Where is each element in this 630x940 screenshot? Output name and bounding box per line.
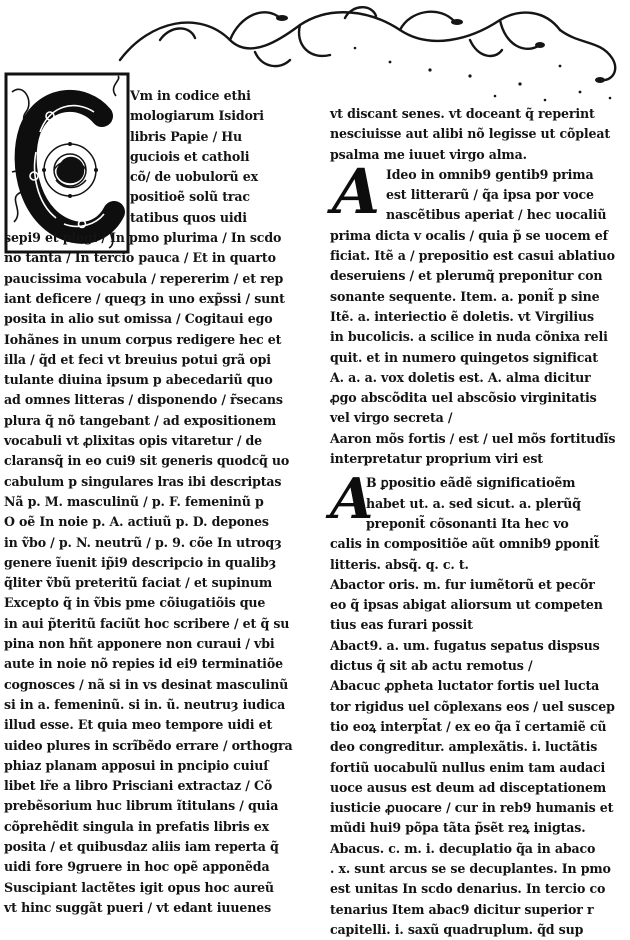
text-line: mũdi hui9 põpa tãta p̃sẽt reꝝ inigtas. — [330, 820, 586, 836]
text-line: cõ/ de uobulorũ ex — [130, 169, 258, 185]
text-line: uideo plures in scrĩbẽdo errare / orthogra — [4, 737, 293, 753]
initial-a-woodcut: A — [324, 154, 388, 228]
text-line: libris Papie / Hu — [130, 128, 243, 144]
text-line: est unitas In scdo denarius. In tercio co — [330, 881, 606, 897]
text-line: cõprehẽdit singula in prefatis libris ex — [4, 818, 270, 834]
text-line: nascẽtibus aperiat / hec uocaliũ — [386, 207, 607, 223]
section-a-prepositio — [322, 466, 628, 940]
text-line: quit. et in numero quingetos significat — [330, 349, 598, 365]
text-line: cognosces / nã si in vs desinat masculinũ — [4, 676, 289, 692]
text-line: phiaz planam apposui in pncipio cuiuſ — [4, 757, 269, 773]
text-line: paucissima vocabula / repererim / et rep — [4, 270, 284, 286]
text-line: sepi9 et plegi / In pmo plurima / In scdo — [4, 230, 282, 246]
text-line: tio eoꝝ interpt̃at / ex eo q̃a ĩ certamiẽ cũ — [330, 718, 607, 734]
text-line: fortiũ uocabulũ nullus enim tam audaci — [330, 759, 606, 775]
text-line: Abacus. c. m. i. decuplatio q̃a in abaco — [330, 840, 596, 856]
text-line: genere ĩuenit ip̃i9 descripcio in qualibȝ — [4, 554, 277, 570]
text-line: illa / q̃d et feci vt breuius potui grã opi — [4, 351, 271, 367]
right-column — [322, 104, 628, 940]
text-line: vel virgo secreta / — [330, 410, 453, 426]
text-line: A. a. a. vox doletis est. A. alma dicitur — [330, 369, 591, 385]
text-line: prima dicta v ocalis / quia p̃ se uocem ef — [330, 227, 608, 243]
text-line: B ꝑpositio eãdẽ significatioẽm — [366, 475, 576, 491]
text-line: tulante diuina ipsum p abecedariũ quo — [4, 372, 273, 388]
text-line: nesciuisse aut alibi nõ legisse ut cõpleat — [330, 126, 611, 142]
text-line: pina non hñt apponere non curaui / vbi — [4, 636, 275, 652]
text-line: ficiat. Itẽ a / prepositio est casui ablatiuo — [330, 248, 615, 264]
text-line: capitelli. i. saxũ quadruplum. q̃d sup — [330, 921, 584, 937]
text-line: positioẽ solũ trac — [130, 189, 250, 205]
text-line: . x. sunt arcus se se decuplantes. In pmo — [330, 860, 611, 876]
text-line: ꝓgo abscõdita uel abscõsio virginitatis — [330, 390, 597, 406]
text-line: Vm in codice ethi — [130, 88, 251, 103]
text-line: Nã p. M. masculinũ / p. F. femeninũ p — [4, 493, 264, 509]
text-line: dictus q̃ sit ab actu remotus / — [330, 658, 533, 674]
text-line: preponit̃ cõsonanti Ita hec vo — [366, 515, 569, 531]
text-line: cabulum p singulares lras ibi descriptas — [4, 473, 282, 489]
text-line: illud esse. Et quia meo tempore uidi et — [4, 717, 273, 733]
text-line: Abacuc ꝓpheta luctator fortis uel lucta — [330, 678, 600, 694]
text-line: mologiarum Isidori — [130, 108, 264, 124]
text-line: q̃liter ṽbũ preteritũ faciat / et supinum — [4, 575, 273, 591]
text-line: iant deficere / queqȝ in uno exp̃ssi / sunt — [4, 290, 285, 306]
text-line: tatibus quos uidi — [130, 209, 247, 225]
text-line: claransq̃ in eo cui9 sit generis quodcq̃ uo — [4, 453, 290, 469]
text-line: tius eas furari possit — [330, 617, 473, 633]
text-line: psalma me iuuet virgo alma. — [330, 146, 527, 162]
text-line: guciois et catholi — [130, 148, 250, 164]
text-line: uidi fore 9gruere in hoc opẽ apponẽda — [4, 859, 270, 875]
text-line: posita in alio sut omissa / Cogitaui ego — [4, 311, 273, 327]
text-line: est litterarũ / q̃a ipsa por voce — [386, 187, 594, 203]
text-line: in aui p̃teritũ faciũt hoc scribere / et q̃ su — [4, 615, 290, 631]
text-line: Iohãnes in unum corpus redigere hec et — [4, 331, 282, 347]
text-line: aute in noie nõ repies id ei9 terminatiõe — [4, 656, 283, 672]
text-line: calis in compositiõe aũt omnib9 ꝑponit̃ — [330, 536, 600, 552]
text-line: Aaron mõs fortis / est / uel mõs fortitudĩs — [330, 430, 616, 446]
text-line: habet ut. a. sed sicut. a. plerũq̃ — [366, 495, 581, 511]
text-line: uoce ausus est deum ad disceptationem — [330, 779, 607, 795]
text-line: posita / et quibusdaz aliis iam reperta q̃ — [4, 838, 279, 854]
text-line: plura q̃ nõ tangebant / ad expositionem — [4, 412, 277, 428]
text-line: si in a. femeninũ. si in. ũ. neutruȝ iudica — [4, 696, 286, 712]
text-line: vt discant senes. vt doceant q̃ reperint — [330, 106, 595, 121]
text-line: libet lr̃e a libro Prisciani extractaz / Cõ — [4, 778, 273, 794]
text-line: in bucolicis. a scilice in nuda cõnixa reli — [330, 329, 608, 345]
text-line: sonante sequente. Item. a. ponit̃ p sine — [330, 288, 600, 304]
text-line: Itẽ. a. interiectio ẽ doletis. vt Virgilius — [330, 308, 594, 324]
text-line: tenarius Item abac9 dicitur superior r — [330, 901, 594, 917]
text-line: nõ tanta / In tercio pauca / Et in quarto — [4, 250, 276, 266]
text-line: tor rigidus uel cõplexans eos / uel suscep — [330, 698, 615, 714]
left-column — [4, 86, 304, 918]
text-line: vt hinc suggãt pueri / vt edant iuuenes — [4, 899, 272, 915]
text-line: Abact9. a. um. fugatus sepatus dispsus — [330, 637, 600, 653]
text-line: Excepto q̃ in ṽbis pme cõiugatiõis que — [4, 595, 266, 611]
text-line: Ideo in omnib9 gentib9 prima — [386, 166, 594, 182]
text-line: deo congreditur. amplexãtis. i. luctãtis — [330, 739, 598, 755]
text-line: iusticie ꝓuocare / cur in reb9 humanis et — [330, 800, 614, 816]
text-line: vocabuli vt ꝓlixitas opis vitaretur / de — [4, 433, 263, 449]
text-line: Abactor oris. m. fur iumẽtorũ et pecõr — [330, 576, 595, 592]
text-line: deseruiens / et plerumq̃ preponitur con — [330, 268, 603, 284]
text-line: eo q̃ ipsas abigat aliorsum ut competen — [330, 597, 603, 613]
text-line: in ṽbo / p. N. neutrũ / p. 9. cõe In utroqȝ — [4, 534, 282, 550]
text-line: ad omnes litteras / disponendo / r̃secans — [4, 392, 283, 408]
text-line: prebẽsorium huc librum ĩtitulans / quia — [4, 798, 279, 814]
text-line: Suscipiant lactẽtes igit opus hoc aureũ — [4, 879, 274, 895]
text-line: O oẽ In noie p. A. actiuũ p. D. depones — [4, 514, 269, 530]
text-line: litteris. absq̃. q. c. t. — [330, 556, 469, 572]
initial-a-woodcut: A — [322, 466, 381, 533]
text-line: interpretatur proprium viri est — [330, 451, 543, 467]
